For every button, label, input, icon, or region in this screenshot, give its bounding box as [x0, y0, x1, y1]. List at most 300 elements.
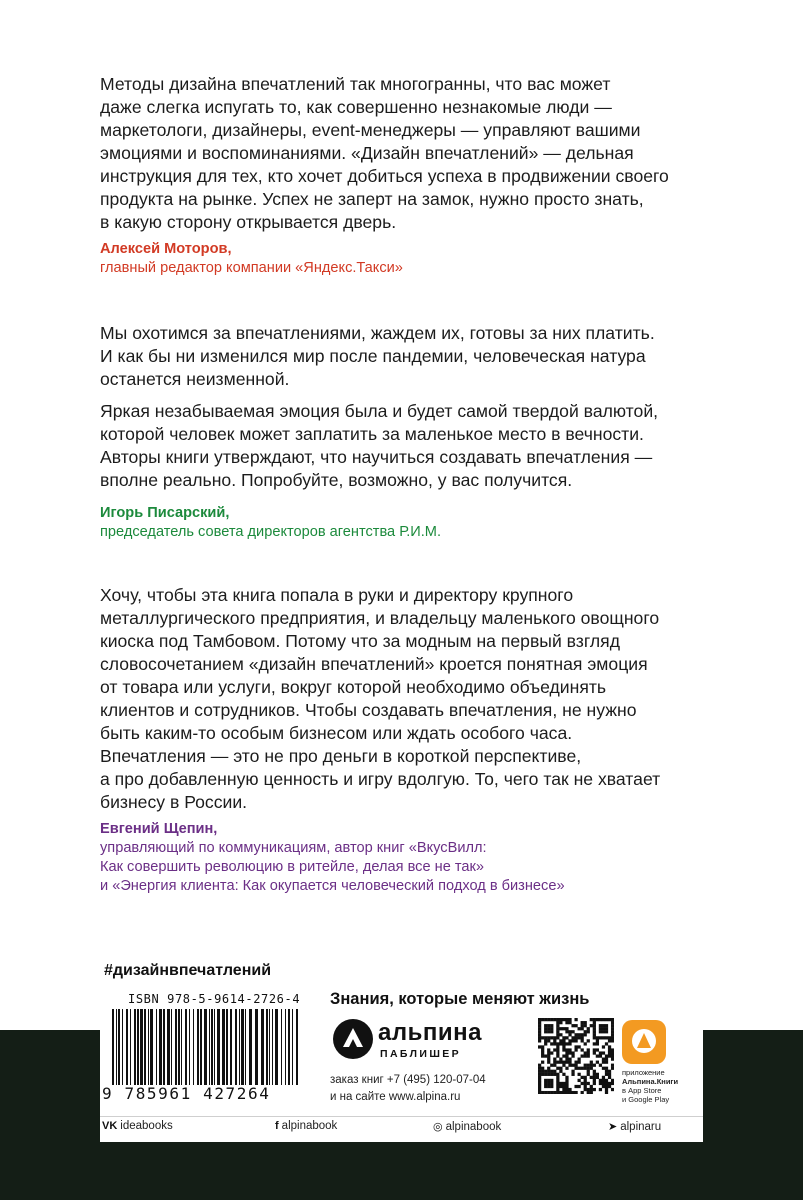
- qr-module: [547, 1061, 550, 1064]
- publisher-subtitle: ПАБЛИШЕР: [380, 1048, 462, 1060]
- qr-module: [578, 1067, 581, 1070]
- divider: [100, 1116, 703, 1117]
- qr-module: [547, 1091, 550, 1094]
- barcode-bar: [137, 1009, 139, 1085]
- barcode-bar: [204, 1009, 207, 1085]
- qr-module: [605, 1073, 608, 1076]
- order-website: и на сайте www.alpina.ru: [330, 1091, 461, 1103]
- qr-module: [550, 1085, 553, 1088]
- qr-module: [578, 1033, 581, 1036]
- barcode-bar: [130, 1009, 131, 1085]
- qr-module: [605, 1067, 608, 1070]
- qr-module: [605, 1058, 608, 1061]
- quote-attribution: [100, 504, 720, 542]
- qr-module: [571, 1054, 574, 1057]
- qr-module: [568, 1018, 571, 1021]
- qr-module: [556, 1045, 559, 1048]
- qr-module: [587, 1067, 590, 1070]
- qr-module: [584, 1079, 587, 1082]
- qr-module: [544, 1091, 547, 1094]
- qr-module: [568, 1021, 571, 1024]
- qr-module: [584, 1076, 587, 1079]
- qr-module: [565, 1067, 568, 1070]
- qr-module: [602, 1061, 605, 1064]
- barcode-bar: [159, 1009, 162, 1085]
- qr-module: [605, 1091, 608, 1094]
- app-promo-line: и Google Play: [622, 1095, 670, 1104]
- qr-module: [602, 1082, 605, 1085]
- qr-module: [538, 1067, 541, 1070]
- qr-module: [550, 1091, 553, 1094]
- qr-module: [611, 1039, 614, 1042]
- qr-module: [562, 1091, 565, 1094]
- qr-module: [544, 1024, 547, 1027]
- barcode-bar: [239, 1009, 240, 1085]
- qr-module: [605, 1061, 608, 1064]
- qr-module: [599, 1018, 602, 1021]
- qr-module: [550, 1042, 553, 1045]
- barcode-bar: [126, 1009, 128, 1085]
- qr-module: [547, 1024, 550, 1027]
- qr-module: [581, 1033, 584, 1036]
- qr-module: [584, 1024, 587, 1027]
- barcode-bar: [209, 1009, 210, 1085]
- instagram-icon: ◎: [433, 1121, 443, 1133]
- social-vk: [102, 1120, 173, 1132]
- qr-module: [587, 1073, 590, 1076]
- qr-module: [559, 1091, 562, 1094]
- qr-module: [559, 1039, 562, 1042]
- barcode-bar: [134, 1009, 136, 1085]
- barcode-bar: [150, 1009, 153, 1085]
- qr-module: [590, 1091, 593, 1094]
- qr-module: [584, 1085, 587, 1088]
- barcode-bar: [288, 1009, 290, 1085]
- qr-module: [574, 1048, 577, 1051]
- qr-module: [581, 1024, 584, 1027]
- barcode-bar: [189, 1009, 190, 1085]
- isbn-label: ISBN 978-5-9614-2726-4: [128, 992, 301, 1006]
- barcode-bar: [226, 1009, 228, 1085]
- qr-module: [538, 1045, 541, 1048]
- qr-module: [593, 1079, 596, 1082]
- qr-module: [568, 1051, 571, 1054]
- barcode-bar: [171, 1009, 172, 1085]
- quote-attribution: [100, 820, 720, 896]
- qr-module: [538, 1036, 541, 1039]
- qr-module: [559, 1058, 562, 1061]
- qr-module: [611, 1058, 614, 1061]
- qr-module: [605, 1082, 608, 1085]
- qr-module: [538, 1064, 541, 1067]
- qr-module: [556, 1067, 559, 1070]
- qr-module: [611, 1067, 614, 1070]
- publisher-panel: [100, 988, 703, 1142]
- qr-module: [587, 1064, 590, 1067]
- qr-module: [559, 1085, 562, 1088]
- qr-module: [568, 1058, 571, 1061]
- qr-module: [562, 1045, 565, 1048]
- barcode-bar: [148, 1009, 149, 1085]
- qr-module: [611, 1021, 614, 1024]
- qr-module: [538, 1033, 541, 1036]
- vk-icon: VK: [102, 1120, 118, 1132]
- qr-code-icon: [538, 1018, 614, 1094]
- qr-module: [584, 1030, 587, 1033]
- qr-module: [550, 1024, 553, 1027]
- barcode-bar: [255, 1009, 258, 1085]
- qr-module: [568, 1088, 571, 1091]
- app-icon: [622, 1020, 666, 1064]
- qr-module: [562, 1036, 565, 1039]
- qr-module: [553, 1061, 556, 1064]
- qr-module: [541, 1051, 544, 1054]
- social-label: ideabooks: [120, 1120, 173, 1132]
- qr-module: [565, 1061, 568, 1064]
- barcode-bar: [214, 1009, 215, 1085]
- qr-module: [602, 1030, 605, 1033]
- qr-module: [553, 1058, 556, 1061]
- qr-module: [565, 1042, 568, 1045]
- qr-module: [541, 1067, 544, 1070]
- barcode-bar: [249, 1009, 252, 1085]
- qr-module: [608, 1082, 611, 1085]
- qr-module: [611, 1064, 614, 1067]
- qr-module: [547, 1085, 550, 1088]
- qr-module: [556, 1073, 559, 1076]
- qr-module: [538, 1082, 541, 1085]
- qr-module: [556, 1033, 559, 1036]
- qr-module: [605, 1024, 608, 1027]
- order-phone: заказ книг +7 (495) 120-07-04: [330, 1074, 486, 1086]
- qr-module: [541, 1073, 544, 1076]
- qr-module: [553, 1070, 556, 1073]
- qr-module: [599, 1030, 602, 1033]
- qr-module: [562, 1088, 565, 1091]
- author-name: Евгений Щепин,: [100, 821, 218, 837]
- qr-module: [562, 1085, 565, 1088]
- barcode-bar: [197, 1009, 199, 1085]
- qr-module: [568, 1048, 571, 1051]
- qr-module: [565, 1058, 568, 1061]
- qr-module: [541, 1070, 544, 1073]
- barcode-bar: [163, 1009, 165, 1085]
- qr-module: [581, 1054, 584, 1057]
- qr-module: [538, 1018, 541, 1021]
- qr-module: [568, 1030, 571, 1033]
- qr-module: [565, 1085, 568, 1088]
- qr-module: [611, 1048, 614, 1051]
- qr-module: [590, 1067, 593, 1070]
- qr-module: [547, 1039, 550, 1042]
- review-quote-1: [100, 73, 720, 278]
- qr-module: [605, 1079, 608, 1082]
- barcode-bar: [222, 1009, 225, 1085]
- review-quote-2: [100, 322, 720, 542]
- qr-module: [587, 1039, 590, 1042]
- qr-module: [602, 1018, 605, 1021]
- qr-module: [593, 1036, 596, 1039]
- qr-module: [547, 1073, 550, 1076]
- qr-module: [544, 1036, 547, 1039]
- app-promo-line: в App Store: [622, 1086, 662, 1095]
- barcode-bar: [185, 1009, 187, 1085]
- qr-module: [590, 1088, 593, 1091]
- qr-module: [556, 1027, 559, 1030]
- qr-module: [538, 1088, 541, 1091]
- qr-module: [538, 1091, 541, 1094]
- qr-module: [559, 1033, 562, 1036]
- qr-module: [584, 1067, 587, 1070]
- qr-module: [571, 1036, 574, 1039]
- qr-module: [602, 1036, 605, 1039]
- qr-module: [565, 1091, 568, 1094]
- qr-module: [593, 1070, 596, 1073]
- qr-module: [538, 1085, 541, 1088]
- alpina-logo-icon: [332, 1018, 374, 1060]
- qr-module: [571, 1051, 574, 1054]
- qr-module: [599, 1054, 602, 1057]
- qr-module: [574, 1039, 577, 1042]
- qr-module: [541, 1045, 544, 1048]
- qr-module: [556, 1024, 559, 1027]
- qr-module: [538, 1027, 541, 1030]
- qr-module: [565, 1027, 568, 1030]
- author-name: Игорь Писарский,: [100, 505, 230, 521]
- qr-module: [550, 1082, 553, 1085]
- qr-module: [553, 1048, 556, 1051]
- qr-module: [544, 1073, 547, 1076]
- qr-module: [559, 1018, 562, 1021]
- qr-module: [553, 1039, 556, 1042]
- qr-module: [611, 1033, 614, 1036]
- qr-module: [544, 1030, 547, 1033]
- qr-module: [593, 1027, 596, 1030]
- qr-module: [611, 1027, 614, 1030]
- barcode-bar: [241, 1009, 244, 1085]
- qr-module: [547, 1058, 550, 1061]
- qr-module: [565, 1076, 568, 1079]
- qr-module: [538, 1070, 541, 1073]
- qr-module: [599, 1088, 602, 1091]
- qr-module: [593, 1033, 596, 1036]
- qr-module: [587, 1088, 590, 1091]
- barcode-bar: [275, 1009, 278, 1085]
- qr-module: [559, 1061, 562, 1064]
- qr-module: [608, 1048, 611, 1051]
- qr-module: [596, 1048, 599, 1051]
- barcode-bar: [235, 1009, 237, 1085]
- qr-module: [584, 1021, 587, 1024]
- qr-module: [593, 1021, 596, 1024]
- qr-module: [584, 1088, 587, 1091]
- qr-module: [574, 1018, 577, 1021]
- qr-module: [559, 1027, 562, 1030]
- qr-module: [608, 1073, 611, 1076]
- qr-module: [574, 1024, 577, 1027]
- qr-module: [571, 1064, 574, 1067]
- qr-module: [562, 1061, 565, 1064]
- qr-module: [596, 1039, 599, 1042]
- qr-module: [599, 1064, 602, 1067]
- qr-module: [538, 1076, 541, 1079]
- qr-module: [574, 1061, 577, 1064]
- qr-module: [547, 1030, 550, 1033]
- barcode-bar: [281, 1009, 282, 1085]
- qr-module: [556, 1018, 559, 1021]
- qr-module: [550, 1073, 553, 1076]
- qr-module: [602, 1051, 605, 1054]
- qr-module: [562, 1018, 565, 1021]
- qr-module: [605, 1030, 608, 1033]
- qr-module: [553, 1073, 556, 1076]
- qr-module: [587, 1091, 590, 1094]
- qr-module: [541, 1048, 544, 1051]
- qr-module: [584, 1054, 587, 1057]
- qr-module: [590, 1061, 593, 1064]
- qr-module: [550, 1051, 553, 1054]
- qr-module: [538, 1024, 541, 1027]
- qr-module: [547, 1079, 550, 1082]
- qr-module: [547, 1054, 550, 1057]
- qr-module: [608, 1036, 611, 1039]
- qr-module: [578, 1073, 581, 1076]
- qr-module: [562, 1027, 565, 1030]
- qr-module: [550, 1018, 553, 1021]
- publisher-name: альпина: [378, 1019, 482, 1046]
- qr-module: [565, 1048, 568, 1051]
- qr-module: [605, 1018, 608, 1021]
- qr-module: [593, 1073, 596, 1076]
- qr-module: [584, 1051, 587, 1054]
- qr-module: [581, 1076, 584, 1079]
- qr-module: [605, 1088, 608, 1091]
- barcode-bar: [200, 1009, 202, 1085]
- qr-module: [587, 1027, 590, 1030]
- qr-module: [602, 1067, 605, 1070]
- barcode-bar: [167, 1009, 170, 1085]
- barcode-bar: [272, 1009, 273, 1085]
- qr-module: [599, 1079, 602, 1082]
- qr-module: [553, 1036, 556, 1039]
- qr-module: [571, 1030, 574, 1033]
- qr-module: [602, 1058, 605, 1061]
- qr-module: [562, 1039, 565, 1042]
- qr-module: [544, 1070, 547, 1073]
- qr-module: [587, 1048, 590, 1051]
- app-promo-line: приложение: [622, 1068, 665, 1077]
- qr-module: [578, 1036, 581, 1039]
- qr-module: [587, 1054, 590, 1057]
- qr-module: [538, 1039, 541, 1042]
- qr-module: [556, 1091, 559, 1094]
- qr-module: [593, 1042, 596, 1045]
- qr-module: [584, 1064, 587, 1067]
- qr-module: [547, 1082, 550, 1085]
- qr-module: [578, 1085, 581, 1088]
- qr-module: [559, 1042, 562, 1045]
- qr-module: [611, 1054, 614, 1057]
- qr-module: [581, 1048, 584, 1051]
- qr-module: [556, 1085, 559, 1088]
- qr-module: [565, 1018, 568, 1021]
- barcode-bar: [178, 1009, 180, 1085]
- barcode-bar: [217, 1009, 220, 1085]
- qr-module: [593, 1048, 596, 1051]
- qr-module: [611, 1024, 614, 1027]
- author-role: управляющий по коммуникациям, автор книг «ВкусВилл: Как совершить революцию в ритейле, делая все не так» и «Энергия клиента: Как окупается человеческий подход в бизнесе»: [100, 840, 565, 894]
- qr-module: [602, 1024, 605, 1027]
- qr-module: [593, 1082, 596, 1085]
- qr-module: [565, 1079, 568, 1082]
- qr-module: [599, 1027, 602, 1030]
- order-info: [330, 1072, 486, 1106]
- qr-module: [599, 1036, 602, 1039]
- qr-module: [568, 1061, 571, 1064]
- barcode-bar: [118, 1009, 120, 1085]
- qr-module: [544, 1079, 547, 1082]
- barcode-bar: [122, 1009, 123, 1085]
- barcode-bar: [292, 1009, 293, 1085]
- qr-module: [571, 1039, 574, 1042]
- qr-module: [556, 1079, 559, 1082]
- social-label: alpinabook: [445, 1120, 502, 1133]
- social-facebook: [275, 1120, 337, 1132]
- qr-module: [556, 1061, 559, 1064]
- app-name: Альпина.Книги: [622, 1077, 679, 1086]
- barcode-bar: [116, 1009, 117, 1085]
- barcode-bar: [156, 1009, 157, 1085]
- qr-module: [602, 1076, 605, 1079]
- qr-module: [565, 1054, 568, 1057]
- qr-module: [556, 1054, 559, 1057]
- qr-module: [581, 1039, 584, 1042]
- qr-module: [605, 1054, 608, 1057]
- qr-module: [538, 1079, 541, 1082]
- qr-module: [593, 1064, 596, 1067]
- qr-module: [602, 1085, 605, 1088]
- qr-module: [605, 1070, 608, 1073]
- qr-module: [571, 1073, 574, 1076]
- qr-module: [599, 1024, 602, 1027]
- app-promo-text: [622, 1068, 702, 1104]
- qr-module: [547, 1018, 550, 1021]
- qr-module: [562, 1073, 565, 1076]
- author-role: председатель совета директоров агентства Р.И.М.: [100, 524, 442, 540]
- qr-module: [544, 1085, 547, 1088]
- qr-module: [581, 1036, 584, 1039]
- barcode-bar: [285, 1009, 286, 1085]
- qr-module: [568, 1033, 571, 1036]
- qr-module: [568, 1039, 571, 1042]
- qr-module: [587, 1070, 590, 1073]
- qr-module: [553, 1064, 556, 1067]
- barcode-bar: [269, 1009, 270, 1085]
- alpina-app-icon: [622, 1020, 666, 1064]
- telegram-icon: ➤: [608, 1121, 618, 1133]
- qr-module: [581, 1091, 584, 1094]
- qr-module: [544, 1018, 547, 1021]
- qr-module: [590, 1085, 593, 1088]
- qr-module: [547, 1051, 550, 1054]
- qr-module: [587, 1051, 590, 1054]
- qr-module: [562, 1082, 565, 1085]
- barcode-bar: [193, 1009, 194, 1085]
- isbn-barcode: [112, 1009, 302, 1085]
- qr-module: [593, 1018, 596, 1021]
- qr-module: [611, 1082, 614, 1085]
- qr-module: [571, 1091, 574, 1094]
